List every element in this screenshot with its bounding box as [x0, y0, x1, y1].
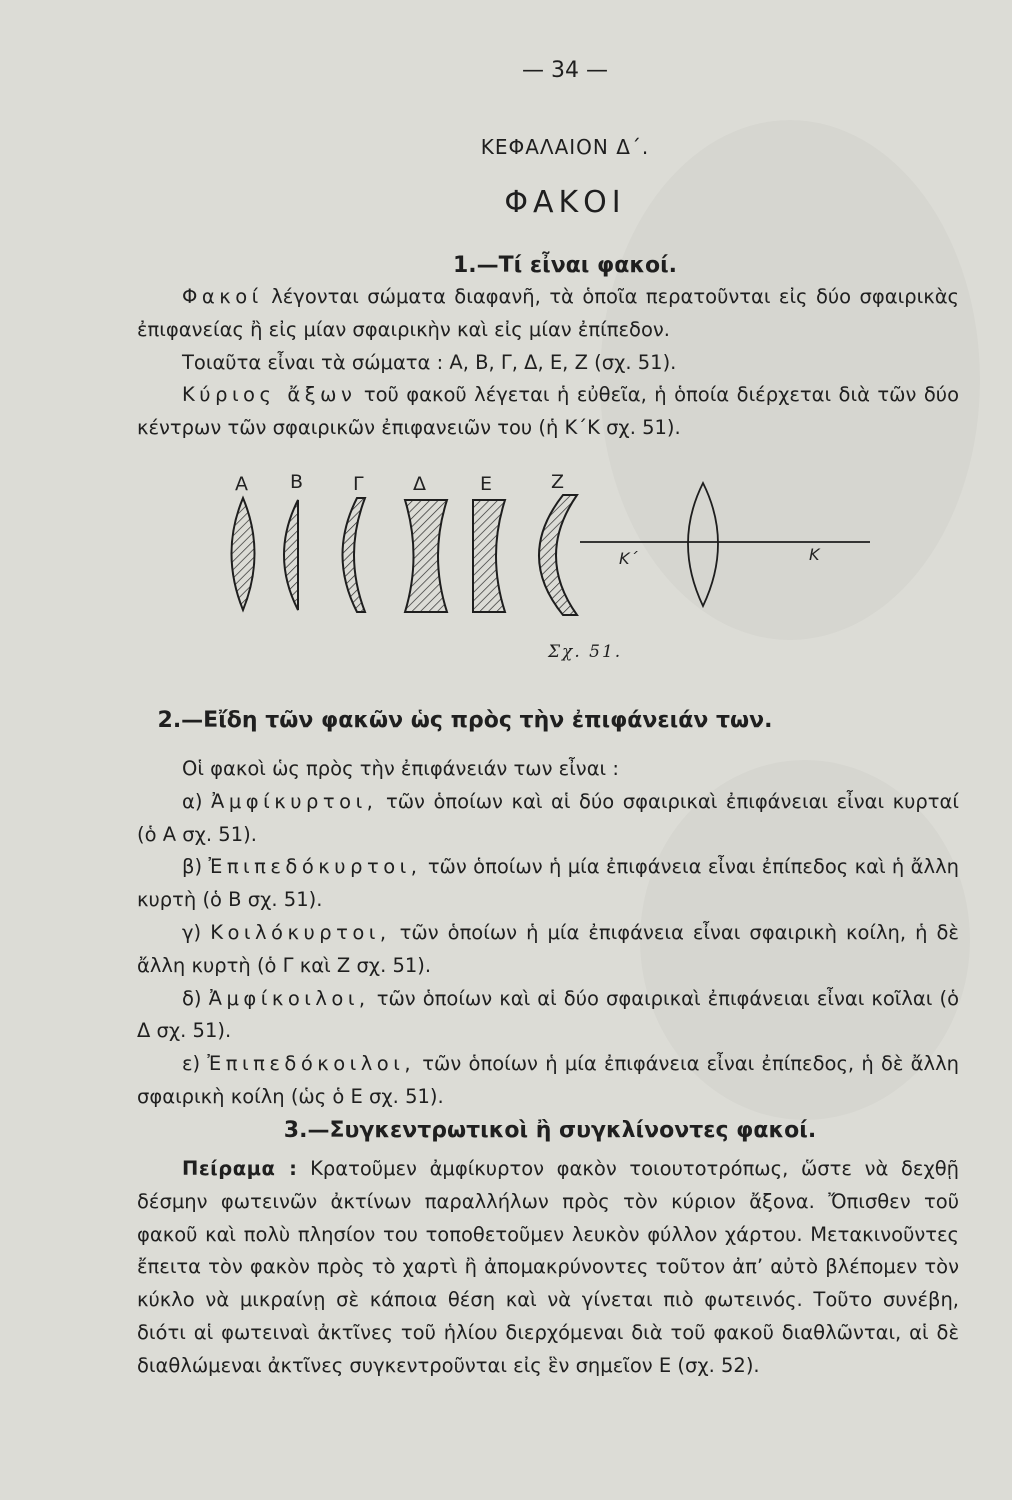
lens-figure — [215, 460, 895, 660]
label-B: Β — [290, 471, 304, 493]
experiment-paragraph — [137, 1153, 959, 1383]
principal-axis-definition: Κύριος ἄξων τοῦ φακοῦ λέγεται ἡ εὐθεῖα, ἡ ὁποία διέρχεται διὰ τῶν δύο κέντρων τῶν σφαιρικῶν ἐπιφανειῶν του (ἡ Κ΄Κ σχ. 51). — [137, 383, 959, 440]
list-item: β) Ἐπιπεδόκυρτοι, τῶν ὁποίων ἡ μία ἐπιφάνεια εἶναι ἐπίπεδος καὶ ἡ ἄλλη κυρτὴ (ὁ Β σχ. 51). — [137, 855, 959, 912]
concavo-convex-lens-Z — [539, 495, 577, 615]
label-A: Α — [235, 473, 248, 495]
label-E: Ε — [480, 473, 493, 495]
biconvex-lens-outline — [688, 483, 718, 606]
term-lenses: Φακοί — [182, 285, 263, 308]
lens-examples: Τοιαῦτα εἶναι τὰ σώματα : Α, Β, Γ, Δ, Ε, Ζ (σχ. 51). — [182, 350, 677, 374]
list-item: γ) Κοιλόκυρτοι, τῶν ὁποίων ἡ μία ἐπιφάνεια εἶναι σφαιρικὴ κοίλη, ἡ δὲ ἄλλη κυρτὴ (ὁ Γ καὶ Ζ σχ. 51). — [137, 920, 959, 977]
plano-concave-lens-E — [473, 500, 505, 612]
experiment-label: Πείραμα : — [182, 1157, 298, 1180]
section-title: ΦΑΚΟΙ — [504, 185, 626, 220]
label-k: Κ — [809, 545, 820, 564]
concavo-convex-lens-G — [343, 498, 366, 612]
experiment-text: Κρατοῦμεν ἀμφίκυρτον φακὸν τοιουτοτρόπως, ὥστε νὰ δεχθῇ δέσμην φωτεινῶν ἀκτίνων παραλλήλων πρὸς τὸν κύριον ἄξονα. Ὄπισθεν τοῦ φακοῦ καὶ πολὺ πλησίον του τοποθετοῦμεν λευκὸν φύλλον χάρτου. Μετακινοῦντες ἔπειτα τὸν φακὸν πρὸς τὸ χαρτὶ ἢ ἀπομακρύνοντες τοῦτον ἀπ’ αὐτὸ βλέπομεν τὸν κύκλο νὰ μικραίνῃ σὲ κάποια θέση καὶ νὰ γίνεται πιὸ φωτεινός. Τοῦτο συνέβη, διότι αἱ φωτειναὶ ἀκτῖνες τοῦ ἡλίου διερχόμεναι διὰ τοῦ φακοῦ διαθλῶνται, αἱ δὲ διαθλώμεναι ἀκτῖνες συγκεντροῦνται εἰς ἓν σημεῖον Ε (σχ. 52). — [137, 1157, 960, 1377]
chapter-title: ΚΕΦΑΛΑΙΟΝ Δ΄. — [480, 135, 650, 159]
heading-converging-lenses: 3.—Συγκεντρωτικοὶ ἢ συγκλίνοντες φακοί. — [283, 1118, 817, 1143]
lens-types-intro: Οἱ φακοὶ ὡς πρὸς τὴν ἐπιφάνειάν των εἶναι : — [182, 757, 619, 780]
page-number: — 34 — — [522, 58, 608, 83]
label-k-prime: Κ΄ — [619, 549, 638, 568]
biconcave-lens-D — [405, 500, 447, 612]
label-G: Γ — [353, 473, 364, 495]
list-item: α) Ἀμφίκυρτοι, τῶν ὁποίων καὶ αἱ δύο σφαιρικαὶ ἐπιφάνειαι εἶναι κυρταί (ὁ Α σχ. 51). — [137, 789, 959, 846]
label-Z: Ζ — [551, 471, 565, 493]
biconvex-lens-A — [232, 498, 255, 610]
label-D: Δ — [413, 473, 426, 495]
list-item: ε) Ἐπιπεδόκοιλοι, τῶν ὁποίων ἡ μία ἐπιφάνεια εἶναι ἐπίπεδος, ἡ δὲ ἄλλη σφαιρικὴ κοίλη (ὡς ὁ Ε σχ. 51). — [137, 1052, 959, 1108]
plano-convex-lens-B — [284, 500, 298, 610]
term-principal-axis: Κύριος ἄξων — [182, 383, 357, 407]
figure-caption: Σχ. 51. — [548, 642, 623, 662]
definition-paragraphs — [137, 281, 959, 445]
lens-definition: Φακοί λέγονται σώματα διαφανῆ, τὰ ὁποῖα περατοῦνται εἰς δύο σφαιρικὰς ἐπιφανείας ἢ εἰς μίαν σφαιρικὴν καὶ εἰς μίαν ἐπίπεδον. — [137, 285, 959, 341]
list-item: δ) Ἀμφίκοιλοι, τῶν ὁποίων καὶ αἱ δύο σφαιρικαὶ ἐπιφάνειαι εἶναι κοῖλαι (ὁ Δ σχ. 51). — [137, 986, 959, 1043]
lens-types-list — [137, 753, 959, 1114]
heading-what-are-lenses: 1.—Τί εἶναι φακοί. — [452, 253, 678, 278]
heading-lens-types: 2.—Εἴδη τῶν φακῶν ὡς πρὸς τὴν ἐπιφάνειάν των. — [157, 708, 773, 733]
